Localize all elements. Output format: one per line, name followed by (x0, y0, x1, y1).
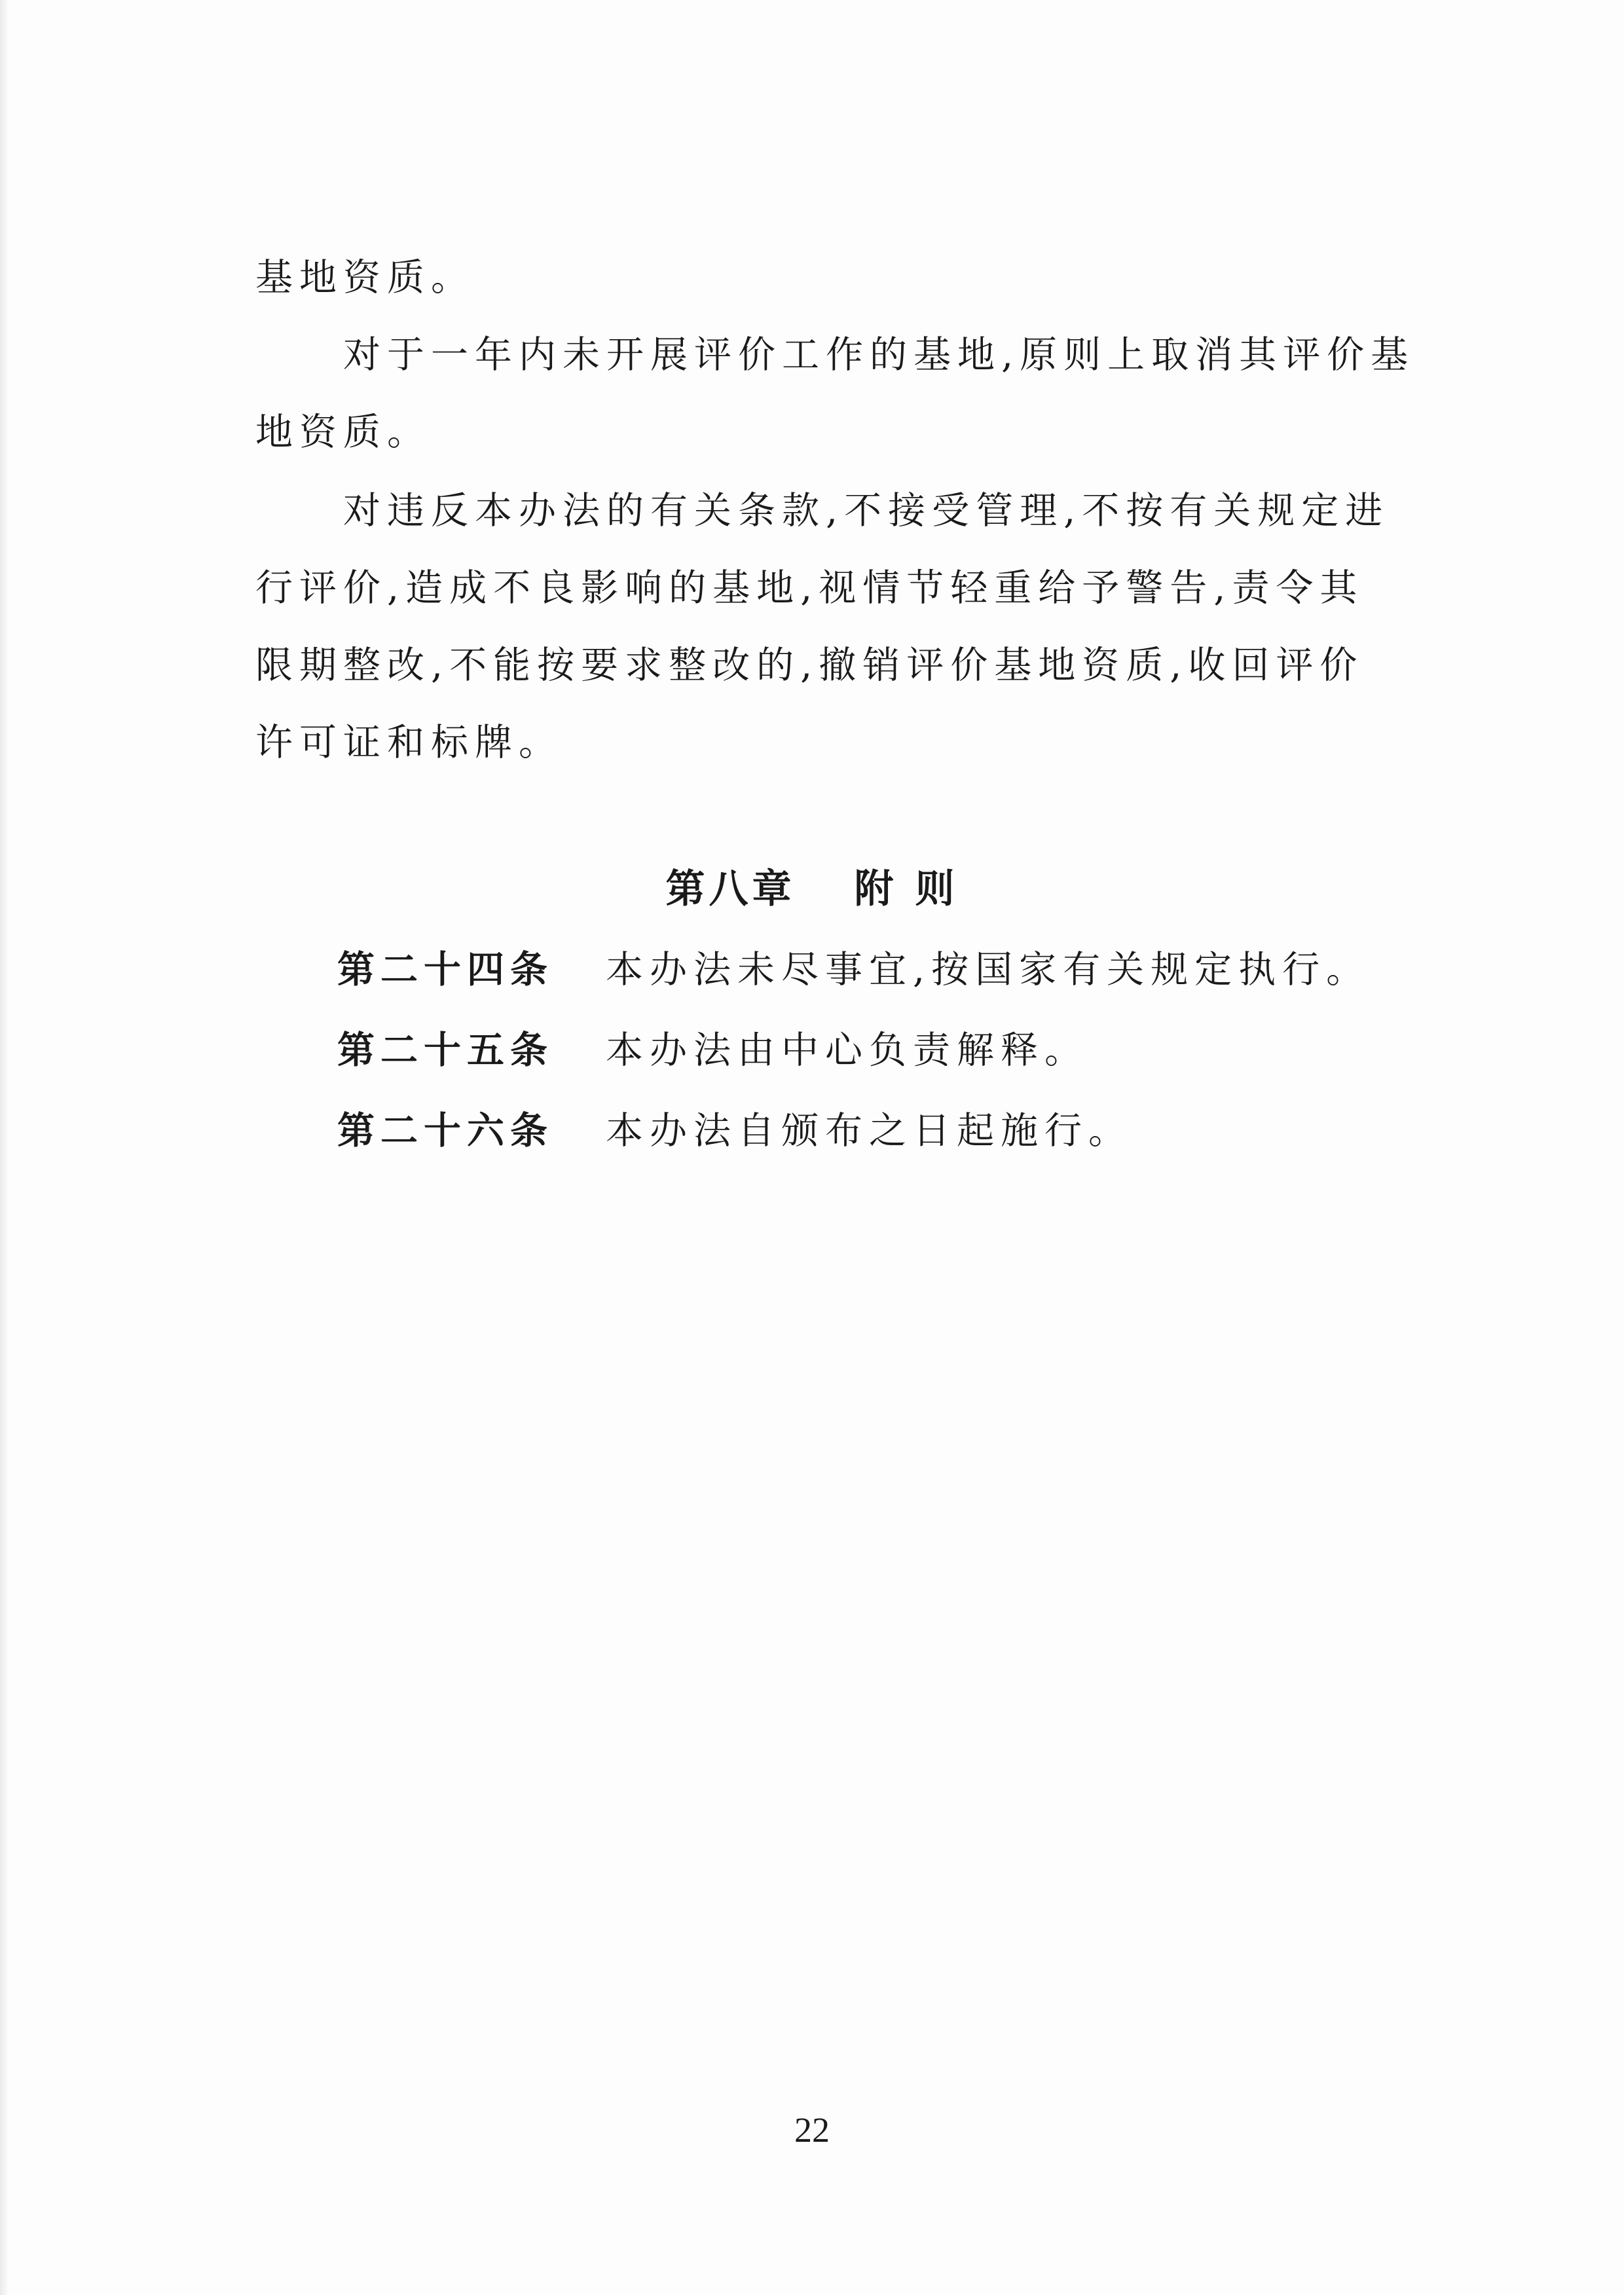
paragraph-line: 对违反本办法的有关条款,不接受管理,不按有关规定进 (343, 489, 1390, 532)
paragraph-1 (255, 239, 1460, 316)
paragraph-line: 基地资质。 (255, 256, 475, 299)
article-26 (337, 1091, 1516, 1171)
chapter-name: 附 则 (854, 866, 959, 912)
article-number: 第二十五条 (337, 1029, 553, 1072)
scan-edge (0, 0, 9, 2295)
paragraph-2 (255, 316, 1460, 471)
article-25 (337, 1010, 1516, 1091)
paragraph-3 (255, 472, 1460, 781)
page-number: 22 (794, 2110, 830, 2150)
article-text: 本办法未尽事宜,按国家有关规定执行。 (606, 948, 1371, 991)
paragraph-line: 许可证和标牌。 (255, 721, 563, 764)
paragraph-line: 对于一年内未开展评价工作的基地,原则上取消其评价基 (343, 333, 1415, 376)
article-number: 第二十四条 (337, 948, 553, 991)
paragraph-line: 行评价,造成不良影响的基地,视情节轻重给予警告,责令其 (255, 566, 1364, 610)
article-text: 本办法由中心负责解释。 (606, 1029, 1088, 1072)
article-24 (337, 930, 1516, 1010)
paragraph-line: 限期整改,不能按要求整改的,撤销评价基地资质,收回评价 (255, 644, 1364, 687)
chapter-number: 第八章 (665, 866, 796, 912)
article-text: 本办法自颁布之日起施行。 (606, 1109, 1132, 1152)
articles-list (337, 930, 1516, 1171)
paragraph-line: 地资质。 (255, 411, 431, 454)
article-number: 第二十六条 (337, 1109, 553, 1152)
chapter-title (0, 858, 1624, 914)
